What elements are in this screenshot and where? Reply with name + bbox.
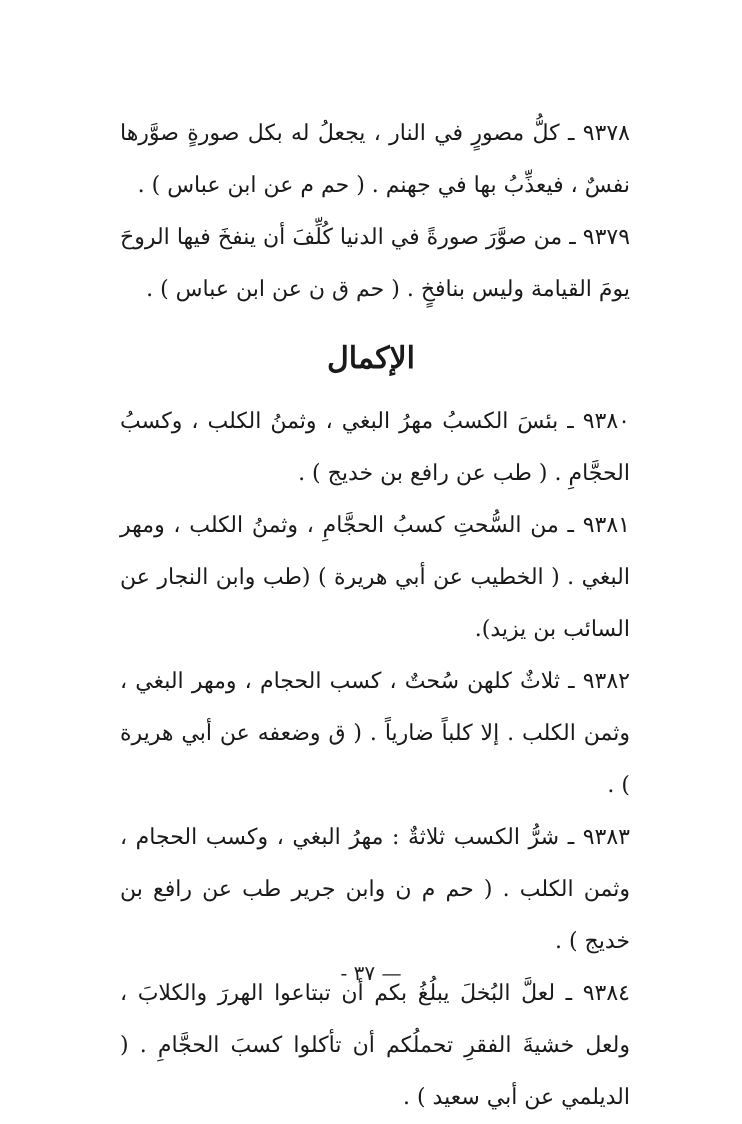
hadith-entry: [120, 108, 630, 212]
hadith-entry: [120, 656, 630, 812]
hadith-dash: ـ: [559, 669, 575, 694]
page-number: — ٣٧ -: [340, 961, 402, 985]
hadith-list-top: [120, 108, 630, 316]
hadith-entry: [120, 968, 630, 1124]
hadith-text: لعلَّ البُخلَ يبلُغُ بكم أن تبتاعوا الهررَ والكلابَ ، ولعل خشيةَ الفقرِ تحملُكم أن تأكلوا كسبَ الحجَّامِ . ( الديلمي عن أبي سعيد ) .: [120, 981, 630, 1110]
hadith-text: شرُّ الكسب ثلاثةٌ : مهرُ البغي ، وكسب الحجام ، وثمن الكلب . ( حم م ن وابن جرير طب عن رافع بن خديج ) .: [120, 825, 630, 954]
hadith-entry: [120, 396, 630, 500]
hadith-text: من السُّحتِ كسبُ الحجَّامِ ، وثمنُ الكلب ، ومهر البغي . ( الخطيب عن أبي هريرة ) (طب وابن النجار عن السائب بن يزيد).: [120, 513, 630, 642]
hadith-number: ٩٣٨١: [582, 513, 630, 538]
hadith-number: ٩٣٨٣: [582, 825, 630, 850]
hadith-entry: [120, 500, 630, 656]
hadith-dash: ـ: [559, 121, 575, 146]
hadith-text: بئسَ الكسبُ مهرُ البغي ، وثمنُ الكلب ، وكسبُ الحجَّامِ . ( طب عن رافع بن خديج ) .: [120, 409, 630, 486]
hadith-number: ٩٣٨٠: [582, 409, 630, 434]
hadith-text: ثلاثٌ كلهن سُحتٌ ، كسب الحجام ، ومهر البغي ، وثمن الكلب . إلا كلباً ضارياً . ( ق وضعفه عن أبي هريرة ) .: [120, 669, 630, 798]
hadith-entry: [120, 212, 630, 316]
hadith-dash: ـ: [558, 513, 574, 538]
hadith-list-bottom: [120, 396, 630, 1124]
hadith-dash: ـ: [559, 825, 575, 850]
hadith-number: ٩٣٧٨: [582, 121, 630, 146]
hadith-number: ٩٣٨٢: [582, 669, 630, 694]
hadith-number: ٩٣٧٩: [582, 225, 631, 250]
hadith-text: كلُّ مصورٍ في النار ، يجعلُ له بكل صورةٍ صوَّرها نفسٌ ، فيعذِّبُ بها في جهنم . ( حم م عن ابن عباس ) .: [120, 121, 630, 198]
hadith-entry: [120, 812, 630, 968]
hadith-dash: ـ: [555, 981, 573, 1006]
section-title: الإكمال: [326, 341, 415, 376]
hadith-dash: ـ: [562, 225, 576, 250]
hadith-text: من صوَّرَ صورةً في الدنيا كُلِّفَ أن ينفخَ فيها الروحَ يومَ القيامة وليس بنافخٍ . ( حم ق ن عن ابن عباس ) .: [120, 225, 630, 302]
hadith-number: ٩٣٨٤: [582, 981, 630, 1006]
hadith-dash: ـ: [558, 409, 574, 434]
